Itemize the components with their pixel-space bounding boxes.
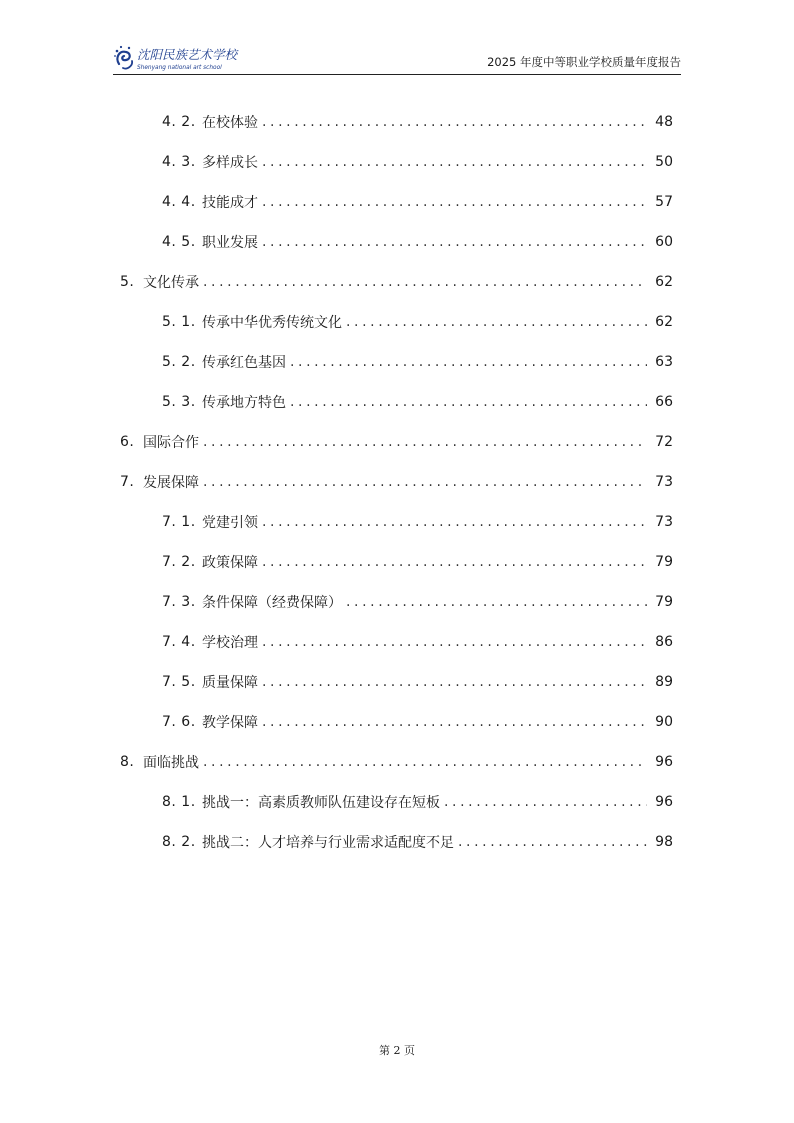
- toc-entry[interactable]: [162, 702, 673, 742]
- toc-entry[interactable]: [162, 662, 673, 702]
- toc-entry[interactable]: [162, 782, 673, 822]
- toc-entry-title: 挑战一：高素质教师队伍建设存在短板: [202, 795, 440, 811]
- toc-entry-number: 7. 5.: [162, 674, 196, 690]
- toc-entry-page: 79: [655, 594, 673, 610]
- toc-entry-number: 7. 4.: [162, 634, 196, 650]
- toc-entry-page: 48: [655, 114, 673, 130]
- toc-entry-title: 多样成长: [202, 155, 258, 171]
- toc-dot-leader: [262, 233, 647, 251]
- toc-entry-title: 质量保障: [202, 675, 258, 691]
- toc-entry[interactable]: [162, 822, 673, 862]
- toc-entry-title: 面临挑战: [143, 755, 199, 771]
- toc-dot-leader: [262, 113, 647, 131]
- toc-entry[interactable]: [162, 542, 673, 582]
- toc-entry-page: 57: [655, 194, 673, 210]
- toc-dot-leader: [262, 193, 647, 211]
- toc-entry-title: 学校治理: [202, 635, 258, 651]
- toc-entry-page: 86: [655, 634, 673, 650]
- toc-dot-leader: [262, 153, 647, 171]
- toc-entry-title: 传承红色基因: [202, 355, 286, 371]
- toc-entry-number: 8.: [120, 754, 135, 770]
- toc-entry-page: 72: [655, 434, 673, 450]
- toc-entry-number: 7.: [120, 474, 135, 490]
- toc-entry-number: 4. 5.: [162, 234, 196, 250]
- toc-entry-number: 4. 2.: [162, 114, 196, 130]
- toc-entry-number: 5. 1.: [162, 314, 196, 330]
- toc-entry-number: 6.: [120, 434, 135, 450]
- toc-entry-number: 7. 2.: [162, 554, 196, 570]
- school-logo-mark: [113, 44, 243, 72]
- toc-entry-number: 8. 2.: [162, 834, 196, 850]
- toc-entry-title: 教学保障: [202, 715, 258, 731]
- toc-entry-page: 66: [655, 394, 673, 410]
- toc-entry-title: 传承中华优秀传统文化: [202, 315, 342, 331]
- toc-entry[interactable]: [120, 262, 673, 302]
- toc-entry-number: 4. 3.: [162, 154, 196, 170]
- toc-entry-number: 7. 3.: [162, 594, 196, 610]
- toc-entry-title: 挑战二：人才培养与行业需求适配度不足: [202, 835, 454, 851]
- toc-entry-page: 90: [655, 714, 673, 730]
- toc-entry-page: 60: [655, 234, 673, 250]
- toc-entry-page: 89: [655, 674, 673, 690]
- toc-entry-page: 62: [655, 314, 673, 330]
- toc-dot-leader: [203, 273, 647, 291]
- logo-subtext: Shenyang national art school: [137, 65, 222, 71]
- toc-entry-number: 5. 2.: [162, 354, 196, 370]
- toc-entry-page: 79: [655, 554, 673, 570]
- toc-entry-number: 7. 6.: [162, 714, 196, 730]
- toc-entry-title: 条件保障（经费保障）: [202, 595, 342, 611]
- toc-dot-leader: [203, 433, 647, 451]
- toc-dot-leader: [262, 513, 647, 531]
- toc-entry-page: 98: [655, 834, 673, 850]
- school-logo: [113, 44, 243, 72]
- toc-entry[interactable]: [162, 382, 673, 422]
- toc-entry[interactable]: [162, 582, 673, 622]
- toc-entry[interactable]: [162, 342, 673, 382]
- toc-entry-title: 技能成才: [202, 195, 258, 211]
- toc-entry[interactable]: [162, 102, 673, 142]
- toc-entry-number: 5.: [120, 274, 135, 290]
- toc-entry[interactable]: [120, 462, 673, 502]
- toc-entry-title: 国际合作: [143, 435, 199, 451]
- toc-dot-leader: [262, 713, 647, 731]
- toc-entry[interactable]: [162, 302, 673, 342]
- toc-dot-leader: [444, 793, 647, 811]
- toc-entry[interactable]: [120, 422, 673, 462]
- toc-entry-page: 63: [655, 354, 673, 370]
- toc-dot-leader: [203, 473, 647, 491]
- toc-entry-page: 96: [655, 754, 673, 770]
- toc-entry-page: 73: [655, 514, 673, 530]
- toc-entry[interactable]: [162, 182, 673, 222]
- toc-dot-leader: [346, 593, 647, 611]
- toc-entry[interactable]: [162, 222, 673, 262]
- toc-entry-title: 政策保障: [202, 555, 258, 571]
- toc-entry-title: 发展保障: [143, 475, 199, 491]
- toc-dot-leader: [262, 673, 647, 691]
- toc-entry-number: 7. 1.: [162, 514, 196, 530]
- toc-entry[interactable]: [162, 502, 673, 542]
- toc-entry-title: 在校体验: [202, 115, 258, 131]
- toc-dot-leader: [458, 833, 647, 851]
- report-title: 2025 年度中等职业学校质量年度报告: [487, 55, 681, 69]
- toc-dot-leader: [346, 313, 647, 331]
- toc-entry-title: 党建引领: [202, 515, 258, 531]
- toc-entry-title: 职业发展: [202, 235, 258, 251]
- toc-entry-page: 62: [655, 274, 673, 290]
- toc-dot-leader: [262, 553, 647, 571]
- logo-text: 沈阳民族艺术学校: [137, 47, 238, 62]
- toc-entry[interactable]: [120, 742, 673, 782]
- toc-entry-title: 传承地方特色: [202, 395, 286, 411]
- toc-dot-leader: [290, 353, 647, 371]
- toc-entry-page: 73: [655, 474, 673, 490]
- toc-entry-page: 96: [655, 794, 673, 810]
- page-header: [113, 40, 681, 75]
- toc-entry-number: 8. 1.: [162, 794, 196, 810]
- toc-entry-title: 文化传承: [143, 275, 199, 291]
- toc-entry-number: 5. 3.: [162, 394, 196, 410]
- toc-dot-leader: [203, 753, 647, 771]
- page-number: 第 2 页: [379, 1044, 415, 1057]
- toc-entry-page: 50: [655, 154, 673, 170]
- toc-entry[interactable]: [162, 142, 673, 182]
- toc-entry-number: 4. 4.: [162, 194, 196, 210]
- toc-dot-leader: [262, 633, 647, 651]
- toc-entry[interactable]: [162, 622, 673, 662]
- toc-dot-leader: [290, 393, 647, 411]
